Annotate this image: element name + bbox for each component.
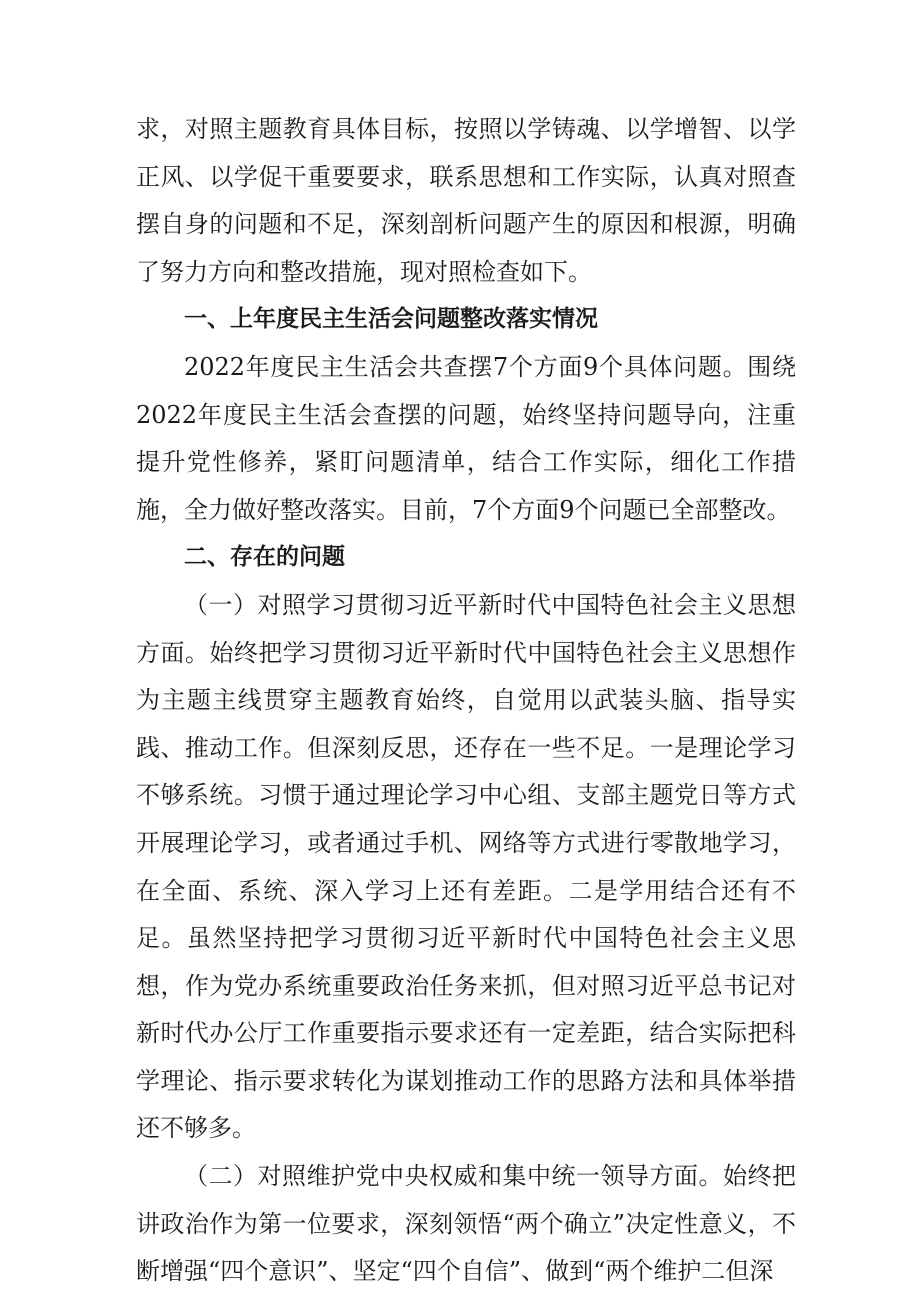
section-heading-1: 一、上年度民主生活会问题整改落实情况 — [184, 306, 598, 333]
subsection-1-paragraph: （一）对照学习贯彻习近平新时代中国特色社会主义思想方面。始终把学习贯彻习近平新时代中国特色社会主义思想作为主题主线贯穿主题教育始终，自觉用以武装头脑、指导实践、推动工作。但深刻反思，还存在一些不足。一是理论学习不够系统。习惯于通过理论学习中心组、支部主题党日等方式开展理论学习，或者通过手机、网络等方式进行零散地学习，在全面、系统、深入学习上还有差距。二是学用结合还有不足。虽然坚持把学习贯彻习近平新时代中国特色社会主义思想，作为党办系统重要政治任务来抓，但对照习近平总书记对新时代办公厅工作重要指示要求还有一定差距，结合实际把科学理论、指示要求转化为谋划推动工作的思路方法和具体举措还不够多。 — [136, 590, 796, 1143]
document-body — [136, 106, 796, 1296]
section-1-paragraph: 2022年度民主生活会共查摆7个方面9个具体问题。围绕2022年度民主生活会查摆的问题，始终坚持问题导向，注重提升党性修养，紧盯问题清单，结合工作实际，细化工作措施，全力做好整改落实。目前，7个方面9个问题已全部整改。 — [136, 352, 796, 524]
section-heading-2: 二、存在的问题 — [184, 544, 345, 571]
subsection-2-paragraph: （二）对照维护党中央权威和集中统一领导方面。始终把讲政治作为第一位要求，深刻领悟“两个确立”决定性意义，不断增强“四个意识”、坚定“四个自信”、做到“两个维护二但深 — [136, 1162, 796, 1286]
intro-paragraph: 求，对照主题教育具体目标，按照以学铸魂、以学增智、以学正风、以学促干重要要求，联系思想和工作实际，认真对照查摆自身的问题和不足，深刻剖析问题产生的原因和根源，明确了努力方向和整改措施，现对照检查如下。 — [136, 115, 796, 286]
